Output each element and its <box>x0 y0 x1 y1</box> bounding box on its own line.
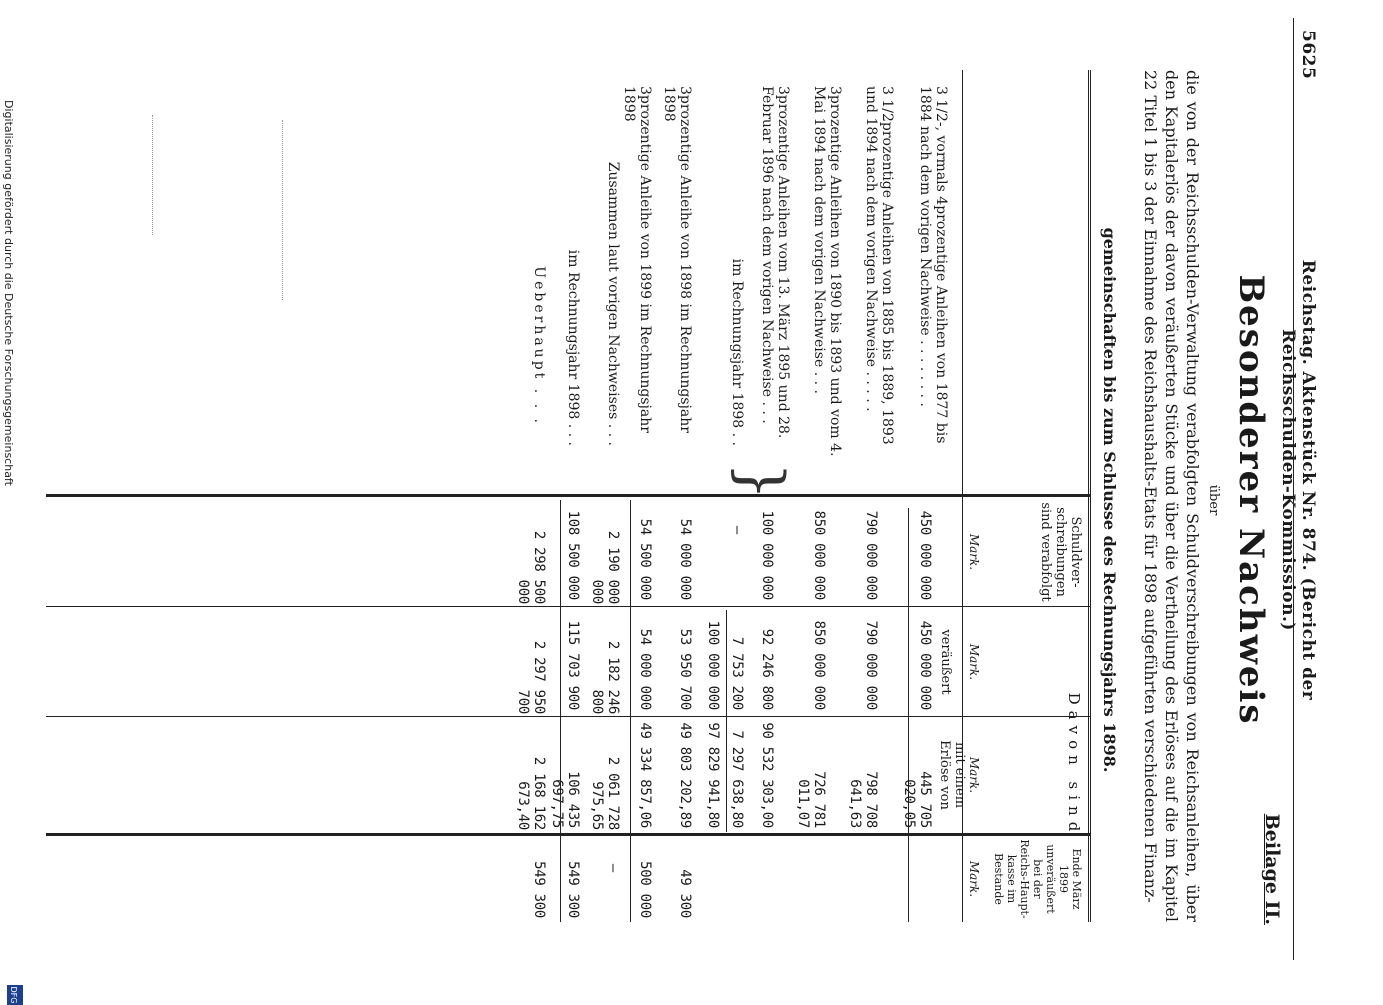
row-value-veraeussert: 2 297 950 700 <box>515 640 547 714</box>
svg-text:DFG: DFG <box>9 986 18 1004</box>
row-value-verabfolgt: 54 500 000 <box>637 518 653 600</box>
row-value-verabfolgt: 450 000 000 <box>917 510 933 600</box>
row-value-veraeussert: 450 000 000 <box>917 620 933 710</box>
row-label: 3prozentige Anleihen vom 13. März 1895 und 28. Februar 1896 nach dem vorigen Nachweise . . . <box>759 86 791 439</box>
row-value-veraeussert: 7 753 200 <box>729 636 745 710</box>
unit-col4: Mark. <box>967 860 981 898</box>
col2-border <box>46 716 1091 717</box>
row-value-bestand: 49 300 <box>677 869 693 918</box>
row-value-veraeussert: 115 703 900 <box>565 620 581 710</box>
row-value-erloes: 798 708 641,63 <box>847 771 879 828</box>
page-number: 5625 <box>1298 30 1318 80</box>
row-value-bestand: 549 300 <box>531 861 547 918</box>
row-label: Zusammen laut vorigen Nachweises . . . <box>605 161 621 446</box>
unit-col2: Mark. <box>967 643 981 681</box>
col1-border <box>46 606 1091 607</box>
header-bestand: Ende März 1899 unveräußert bei der Reichs-Haupt-kasse im Bestande <box>992 839 1083 919</box>
row-value-veraeussert: 54 000 000 <box>637 628 653 710</box>
row-label: im Rechnungsjahr 1898 . . <box>729 258 745 446</box>
row-value-verabfolgt: 108 500 000 <box>565 510 581 600</box>
label-column-border <box>46 494 1091 497</box>
row-value-veraeussert: 100 000 000 <box>705 620 721 710</box>
row-label: 3prozentige Anleihe von 1898 im Rechnungsjahr 1898 <box>661 86 693 433</box>
row-value-erloes: 2 168 162 673,40 <box>515 756 547 830</box>
col3-border <box>46 833 1091 836</box>
row-value-verabfolgt: 100 000 000 <box>759 510 775 600</box>
row-value-erloes: 49 334 857,06 <box>637 722 653 828</box>
row-value-erloes: 49 803 202,89 <box>677 722 693 828</box>
header-veraeussert: veräußert <box>938 629 953 695</box>
grand-total-rule <box>560 500 561 922</box>
scan-artifact <box>282 120 283 300</box>
row-value-verabfolgt: 2 190 000 000 <box>589 530 621 604</box>
row-label: 3prozentige Anleihe von 1899 im Rechnungsjahr 1898 <box>621 86 653 433</box>
header-verabfolgt: Schuldver-schreibungen sind verabfolgt <box>1038 502 1083 602</box>
row-value-erloes: 106 435 697,75 <box>549 771 581 828</box>
row-value-bestand: 500 000 <box>637 861 653 918</box>
row-value-veraeussert: 790 000 000 <box>863 620 879 710</box>
document-title: Besonderer Nachweis <box>1231 274 1271 726</box>
row-value-erloes: 90 532 303,00 <box>759 722 775 828</box>
row-label: Ueberhaupt . . . <box>531 266 547 426</box>
row-value-bestand: 549 300 <box>565 861 581 918</box>
row-value-veraeussert: 53 950 700 <box>677 628 693 710</box>
running-headline: Reichstag. Aktenstück Nr. 874. (Bericht der Reichsschulden-Kommission.) <box>1278 259 1318 701</box>
row-value-erloes: 445 705 020,05 <box>901 771 933 828</box>
sum-rule <box>630 500 631 922</box>
row-value-veraeussert: 850 000 000 <box>811 620 827 710</box>
row-value-verabfolgt: — <box>729 525 745 535</box>
header-rule <box>1293 18 1294 960</box>
unit-col1: Mark. <box>967 533 981 571</box>
dfg-logo <box>3 985 23 1005</box>
row-label: 3 1/2-, vormals 4prozentige Anleihen von 1877 bis 1884 nach dem vorigen Nachweise . . . . . . . . <box>917 86 949 444</box>
row-value-bestand: — <box>605 863 621 873</box>
header-davon-sind: Davon sind <box>1065 692 1083 838</box>
intro-final-line: gemeinschaften bis zum Schlusse des Rechnungsjahrs 1898. <box>1100 227 1119 773</box>
group-brace: } <box>726 462 796 501</box>
subtotal-rule <box>726 610 727 832</box>
scan-artifact <box>152 115 153 235</box>
row-label: im Rechnungsjahr 1898 . . . <box>565 249 581 446</box>
title-connector: über <box>1206 484 1221 516</box>
row-value-verabfolgt: 850 000 000 <box>811 510 827 600</box>
intro-paragraph: die von der Reichsschulden-Verwaltung verabfolgten Schuldverschreibungen von Reichsanleihen, über den Kapitalerlös der davon veräußerten Stücke und über die Vertheilung des Erlöses auf die im Kapitel 22 Titel 1 bis 3 der Einnahme des Reichshaushalts-Etats für 1898 aufgeführten verschiedenen Finanz- <box>1141 70 1202 922</box>
row-value-erloes: 97 829 941,80 <box>705 722 721 828</box>
unit-col3: Mark. <box>967 756 981 794</box>
row-label: 3prozentige Anleihen von 1890 bis 1893 und vom 4. Mai 1894 nach dem vorigen Nachweise . . . <box>811 86 843 457</box>
row-value-erloes: 726 781 011,07 <box>795 771 827 828</box>
appendix-label: Beilage II. <box>1261 813 1283 925</box>
row-value-verabfolgt: 54 000 000 <box>677 518 693 600</box>
davon-rule <box>908 508 909 922</box>
header-erloese: mit einem Erlöse von <box>937 740 967 810</box>
row-value-verabfolgt: 790 000 000 <box>863 510 879 600</box>
digitization-credit: Digitalisierung gefördert durch die Deutsche Forschungsgemeinschaft <box>2 100 15 486</box>
row-value-erloes: 7 297 638,80 <box>729 730 745 828</box>
row-value-veraeussert: 2 182 246 800 <box>589 640 621 714</box>
row-value-veraeussert: 92 246 800 <box>759 628 775 710</box>
row-value-verabfolgt: 2 298 500 000 <box>515 530 547 604</box>
row-value-erloes: 2 061 728 975,65 <box>589 756 621 830</box>
row-label: 3 1/2prozentige Anleihen von 1885 bis 1889, 1893 und 1894 nach dem vorigen Nachweise . . . . . <box>863 86 895 445</box>
